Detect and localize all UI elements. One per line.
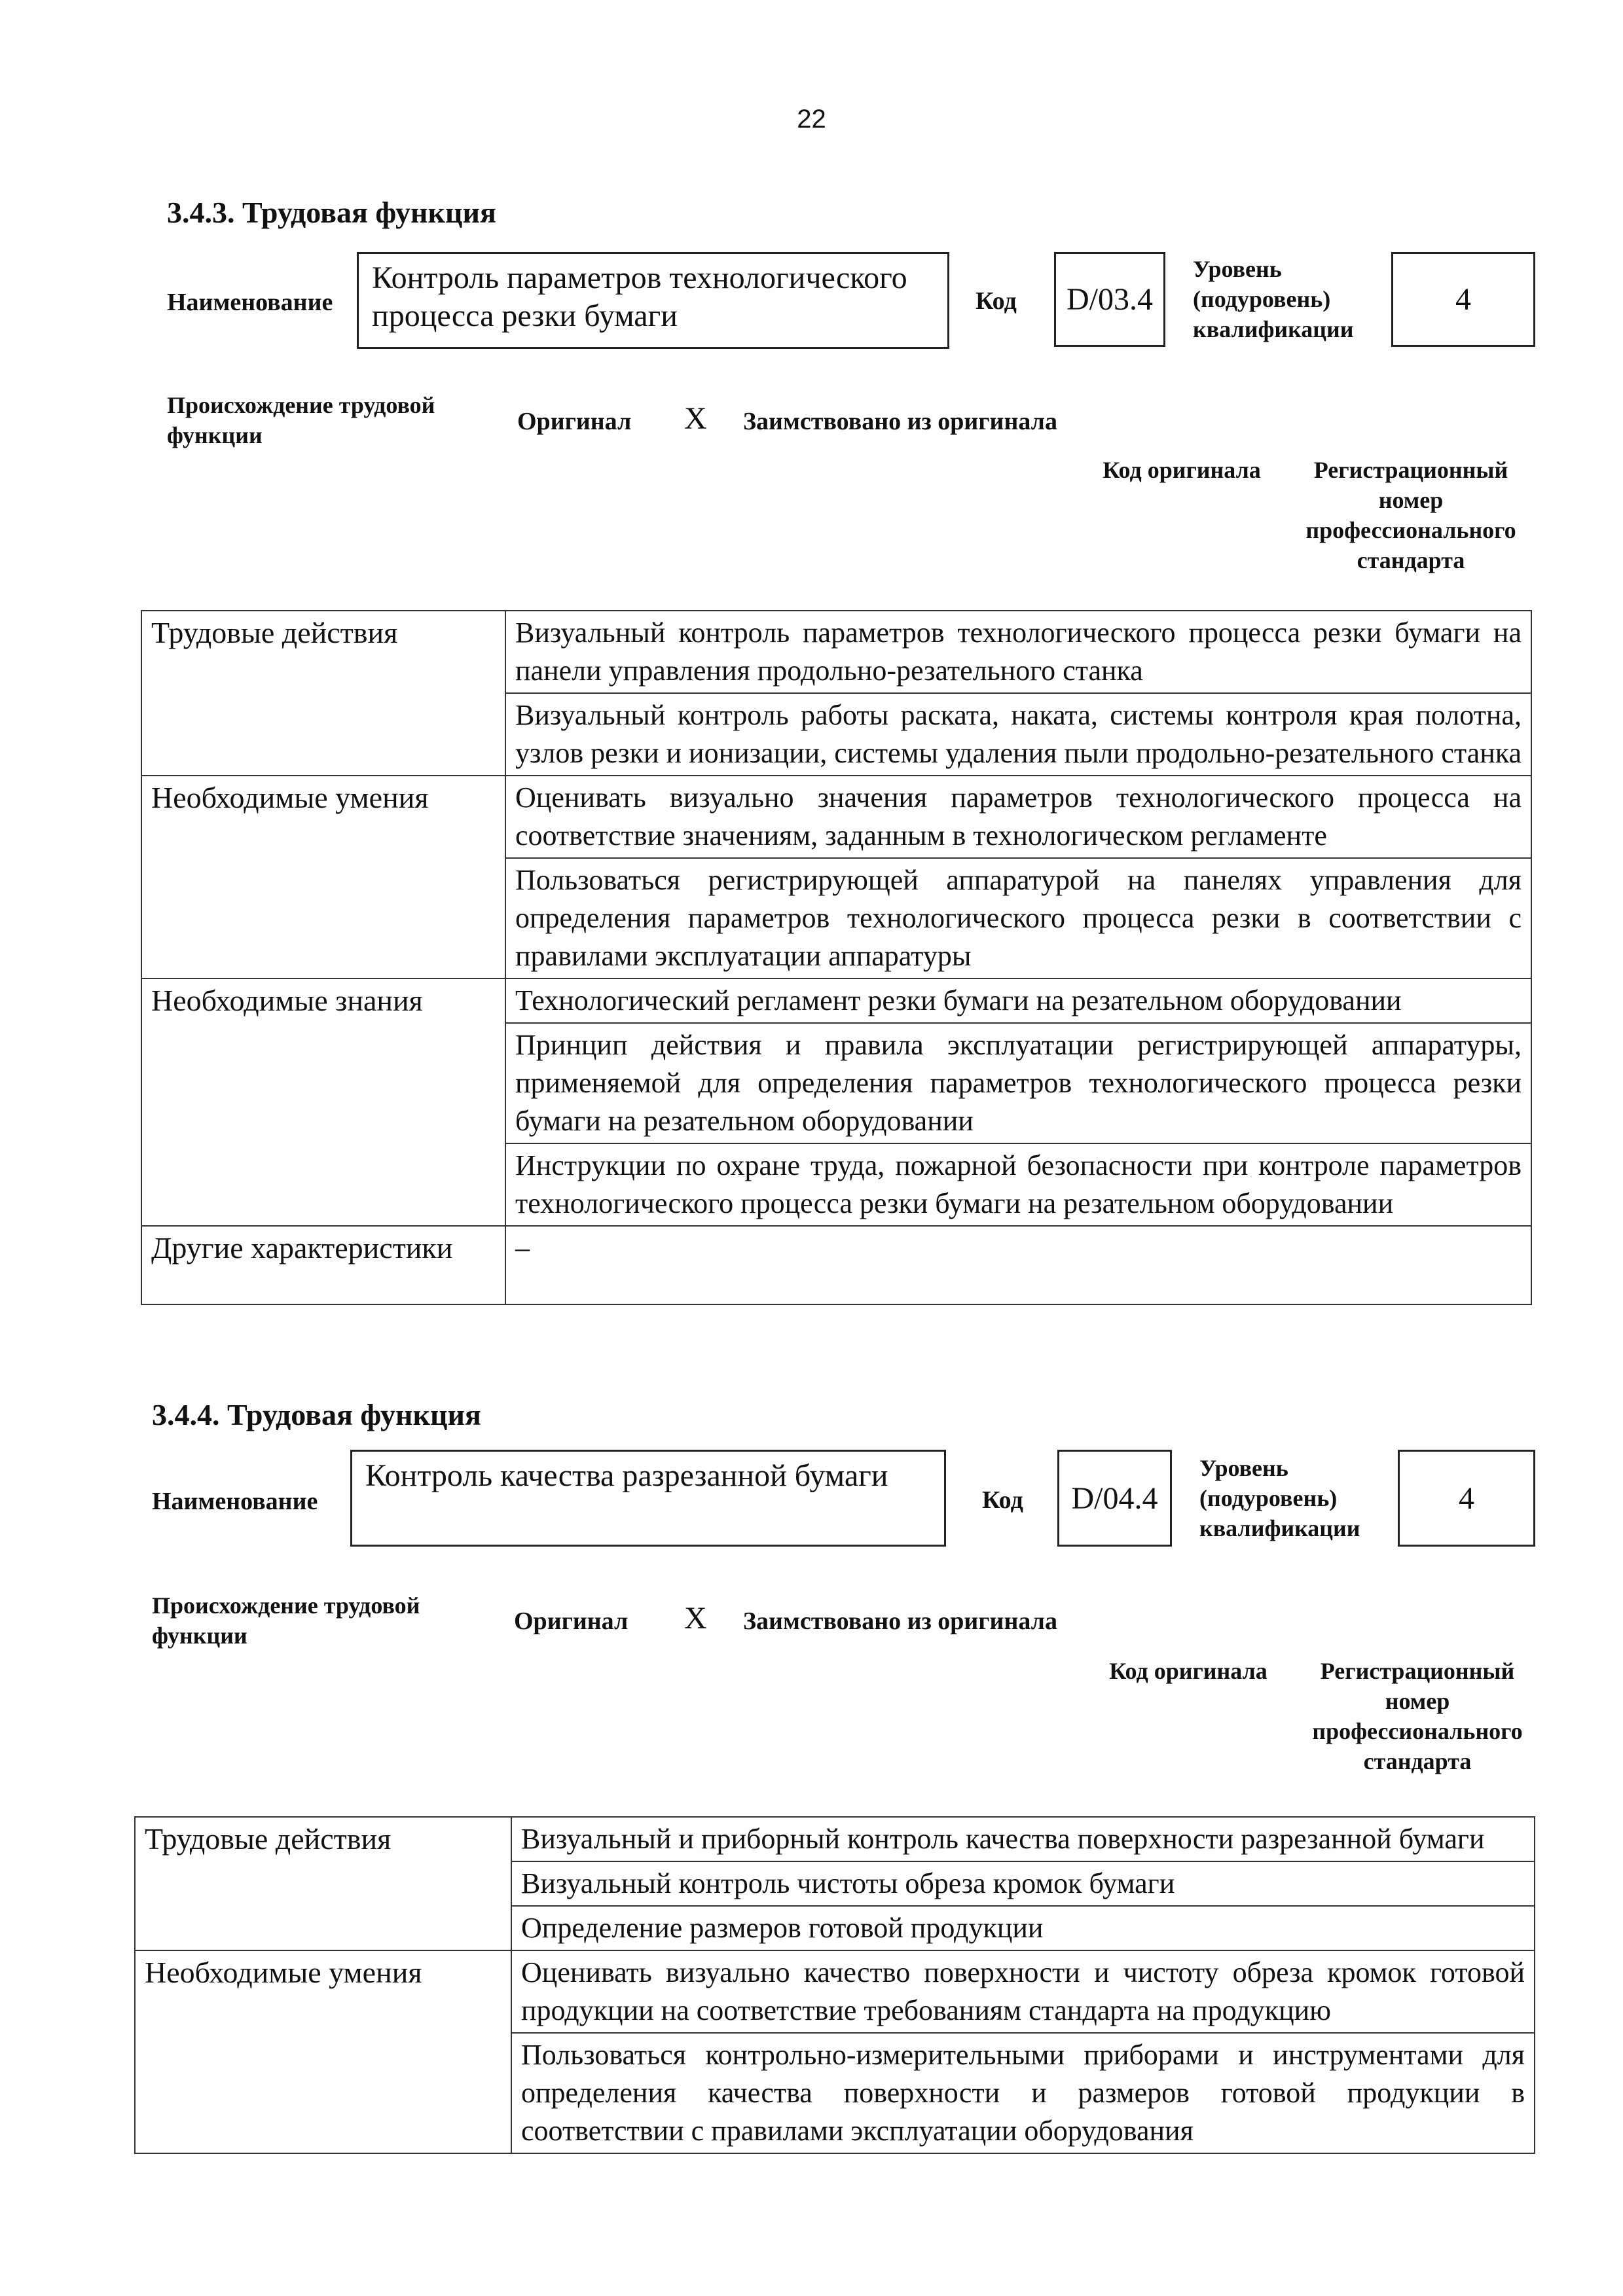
table-cell: Инструкции по охране труда, пожарной безопасности при контроле параметров технологического процесса резки бумаги на резательном оборудовании <box>505 1143 1531 1226</box>
table-cell: Визуальный и приборный контроль качества поверхности разрезанной бумаги <box>511 1817 1535 1861</box>
original-code-label: Код оригинала <box>1103 457 1261 483</box>
code-box <box>1054 252 1165 347</box>
name-label: Наименование <box>152 1488 318 1515</box>
name-label: Наименование <box>167 289 333 316</box>
table-row <box>135 1817 1535 1861</box>
page-number: 22 <box>797 105 826 134</box>
section-title: 3.4.4. Трудовая функция <box>152 1398 481 1431</box>
table-row <box>141 1226 1531 1304</box>
row-header: Трудовые действия <box>141 611 505 776</box>
table-cell: Визуальный контроль параметров технологического процесса резки бумаги на панели управления продольно-резательного станка <box>505 611 1531 693</box>
table-cell: Оценивать визуально качество поверхности и чистоту обреза кромок готовой продукции на соответствие требованиям стандарта на продукцию <box>511 1950 1535 2033</box>
table-cell: Пользоваться контрольно-измерительными приборами и инструментами для определения качества поверхности и размеров готовой продукции в соответствии с правилами эксплуатации оборудования <box>511 2033 1535 2153</box>
level-box <box>1398 1450 1535 1547</box>
origin-label: Происхождение трудовой функции <box>167 392 435 448</box>
table-row <box>135 1950 1535 2033</box>
function-table <box>141 610 1532 1305</box>
row-header: Трудовые действия <box>135 1817 511 1950</box>
table-row <box>141 978 1531 1023</box>
original-label: Оригинал <box>514 1607 629 1635</box>
code-label: Код <box>976 287 1017 315</box>
level-label: Уровень (подуровень) квалификации <box>1199 1455 1360 1541</box>
original-code-label: Код оригинала <box>1109 1658 1267 1684</box>
borrowed-label: Заимствовано из оригинала <box>743 1607 1057 1635</box>
table-cell: Определение размеров готовой продукции <box>511 1906 1535 1950</box>
level-value: 4 <box>1459 1480 1474 1516</box>
row-header: Необходимые знания <box>141 978 505 1226</box>
table-cell: Пользоваться регистрирующей аппаратурой на панелях управления для определения параметров технологического процесса резки в соответствии с правилами эксплуатации аппаратуры <box>505 858 1531 978</box>
section-title: 3.4.3. Трудовая функция <box>167 196 496 229</box>
origin-label: Происхождение трудовой функции <box>152 1592 420 1649</box>
borrowed-label: Заимствовано из оригинала <box>743 408 1057 435</box>
code-value: D/04.4 <box>1071 1480 1158 1516</box>
row-header: Другие характеристики <box>141 1226 505 1304</box>
code-box <box>1057 1450 1172 1547</box>
registration-number-label: Регистрационный номер профессионального стандарта <box>1312 1658 1523 1774</box>
table-row <box>141 776 1531 858</box>
function-table <box>134 1816 1535 2154</box>
x-mark: X <box>684 1601 707 1636</box>
row-header: Необходимые умения <box>141 776 505 978</box>
table-cell: – <box>505 1226 1531 1304</box>
function-name: Контроль качества разрезанной бумаги <box>365 1458 888 1493</box>
code-label: Код <box>982 1486 1023 1514</box>
level-box <box>1391 252 1535 347</box>
original-label: Оригинал <box>517 408 632 435</box>
table-cell: Визуальный контроль чистоты обреза кромок бумаги <box>511 1861 1535 1906</box>
registration-number-label: Регистрационный номер профессионального стандарта <box>1305 457 1516 573</box>
table-cell: Технологический регламент резки бумаги на резательном оборудовании <box>505 978 1531 1023</box>
code-value: D/03.4 <box>1067 282 1153 317</box>
row-header: Необходимые умения <box>135 1950 511 2153</box>
table-cell: Принцип действия и правила эксплуатации регистрирующей аппаратуры, применяемой для определения параметров технологического процесса резки бумаги на резательном оборудовании <box>505 1023 1531 1143</box>
table-cell: Визуальный контроль работы раската, наката, системы контроля края полотна, узлов резки и ионизации, системы удаления пыли продольно-резательного станка <box>505 693 1531 776</box>
x-mark: X <box>684 401 707 436</box>
function-name: Контроль параметров технологического процесса резки бумаги <box>372 260 907 333</box>
level-label: Уровень (подуровень) квалификации <box>1193 256 1354 342</box>
level-value: 4 <box>1455 282 1471 317</box>
table-cell: Оценивать визуально значения параметров технологического процесса на соответствие значениям, заданным в технологическом регламенте <box>505 776 1531 858</box>
table-row <box>141 611 1531 693</box>
function-name-box <box>350 1450 946 1547</box>
function-name-box <box>357 252 949 349</box>
